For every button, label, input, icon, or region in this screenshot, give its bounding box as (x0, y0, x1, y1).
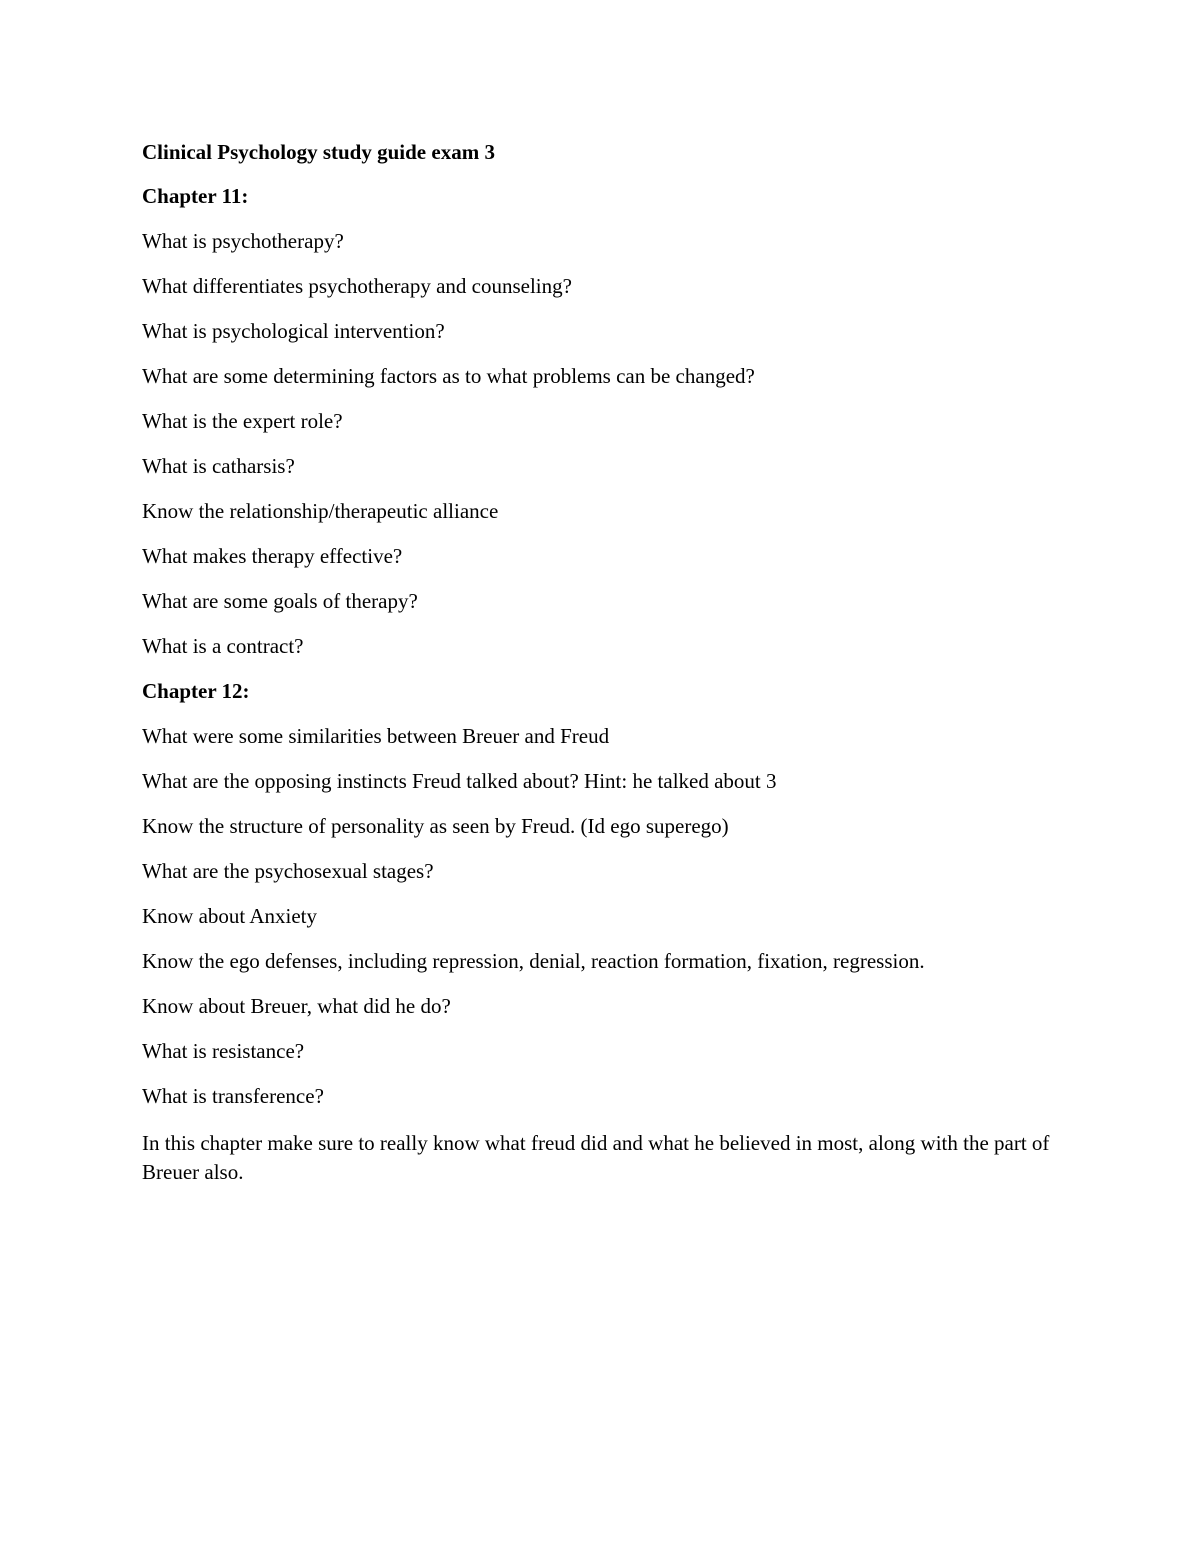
study-question: What is the expert role? (142, 409, 343, 433)
study-question: What differentiates psychotherapy and counseling? (142, 274, 572, 298)
closing-note: In this chapter make sure to really know what freud did and what he believed in most, along with the part of Breuer also. (142, 1131, 1050, 1184)
study-question: What is psychotherapy? (142, 229, 344, 253)
study-question: What are some goals of therapy? (142, 589, 418, 613)
study-question: Know about Anxiety (142, 904, 317, 928)
study-question: What are the opposing instincts Freud talked about? Hint: he talked about 3 (142, 769, 777, 793)
study-question: What is resistance? (142, 1039, 305, 1063)
study-question: Know about Breuer, what did he do? (142, 994, 451, 1018)
study-question: What is transference? (142, 1084, 324, 1108)
study-question: Know the structure of personality as seen by Freud. (Id ego superego) (142, 814, 729, 838)
document-page (142, 140, 1062, 1187)
study-question: What makes therapy effective? (142, 544, 403, 568)
study-question: What are some determining factors as to what problems can be changed? (142, 364, 755, 388)
chapter-12-heading: Chapter 12: (142, 679, 250, 703)
study-question: Know the relationship/therapeutic alliance (142, 499, 499, 523)
study-question: What is psychological intervention? (142, 319, 445, 343)
chapter-11-heading: Chapter 11: (142, 184, 249, 208)
study-question: What are the psychosexual stages? (142, 859, 434, 883)
study-question: What is a contract? (142, 634, 304, 658)
document-title: Clinical Psychology study guide exam 3 (142, 140, 495, 164)
study-question: What is catharsis? (142, 454, 295, 478)
study-question: Know the ego defenses, including repression, denial, reaction formation, fixation, regression. (142, 949, 925, 973)
study-question: What were some similarities between Breuer and Freud (142, 724, 610, 748)
